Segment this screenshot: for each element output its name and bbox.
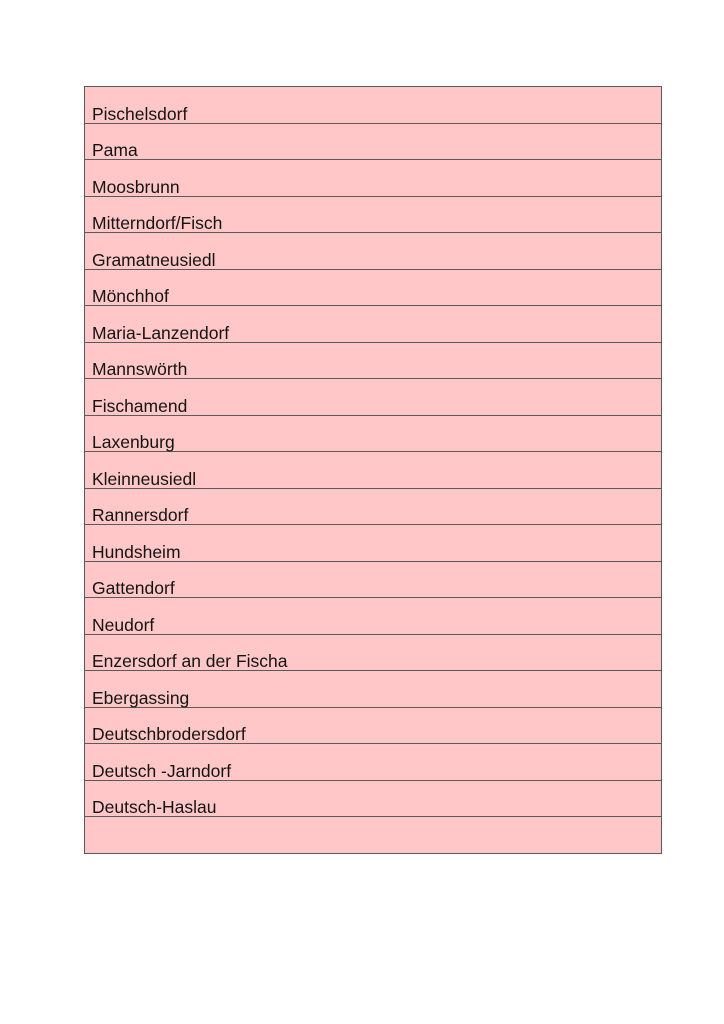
table-row (85, 342, 662, 379)
place-name: Fischamend (92, 395, 188, 416)
table-cell (85, 123, 662, 160)
table-cell (85, 707, 662, 744)
table-row (85, 744, 662, 781)
table-row (85, 780, 662, 817)
table-row (85, 452, 662, 489)
place-name: Rannersdorf (92, 505, 189, 525)
table-row (85, 233, 662, 270)
table-cell (85, 233, 662, 270)
table-row (85, 160, 662, 197)
place-name: Deutschbrodersdorf (92, 724, 246, 744)
table-row (85, 598, 662, 635)
table-cell (85, 671, 662, 708)
table-cell (85, 634, 662, 671)
table-cell (85, 488, 662, 525)
table-row (85, 415, 662, 452)
place-name: Kleinneusiedl (92, 468, 197, 489)
table-row (85, 488, 662, 525)
place-name: Laxenburg (92, 432, 175, 452)
table-row (85, 671, 662, 708)
place-name: Maria-Lanzendorf (92, 322, 230, 343)
place-names-table (84, 86, 662, 854)
place-name: Pama (92, 140, 138, 160)
table-cell (85, 525, 662, 562)
table-row (85, 123, 662, 160)
table-cell (85, 87, 662, 124)
place-name: Gattendorf (92, 578, 175, 598)
table-row (85, 269, 662, 306)
table-row (85, 707, 662, 744)
place-name: Enzersdorf an der Fischa (92, 651, 288, 671)
place-name: Mönchhof (92, 286, 169, 306)
place-name: Gramatneusiedl (92, 249, 216, 270)
table-cell (85, 817, 662, 854)
table-cell (85, 452, 662, 489)
table-cell (85, 379, 662, 416)
table-cell (85, 196, 662, 233)
table-row (85, 306, 662, 343)
place-name: Deutsch-Haslau (92, 797, 217, 817)
table-row (85, 634, 662, 671)
place-name: Mitterndorf/Fisch (92, 213, 223, 233)
table-cell (85, 561, 662, 598)
table-cell (85, 415, 662, 452)
place-name: Hundsheim (92, 541, 181, 562)
place-names-table-body (85, 87, 662, 854)
table-row (85, 561, 662, 598)
table-cell (85, 744, 662, 781)
place-name: Pischelsdorf (92, 103, 188, 124)
table-row (85, 379, 662, 416)
table-row (85, 196, 662, 233)
place-name: Moosbrunn (92, 176, 180, 197)
table-cell (85, 269, 662, 306)
place-name: Ebergassing (92, 687, 190, 708)
table-cell (85, 160, 662, 197)
table-cell (85, 342, 662, 379)
table-row-empty (85, 817, 662, 854)
table-row (85, 87, 662, 124)
table-cell (85, 780, 662, 817)
place-name: Neudorf (92, 614, 155, 635)
place-name: Deutsch -Jarndorf (92, 760, 232, 781)
place-name: Mannswörth (92, 359, 188, 379)
table-row (85, 525, 662, 562)
table-cell (85, 306, 662, 343)
table-cell (85, 598, 662, 635)
